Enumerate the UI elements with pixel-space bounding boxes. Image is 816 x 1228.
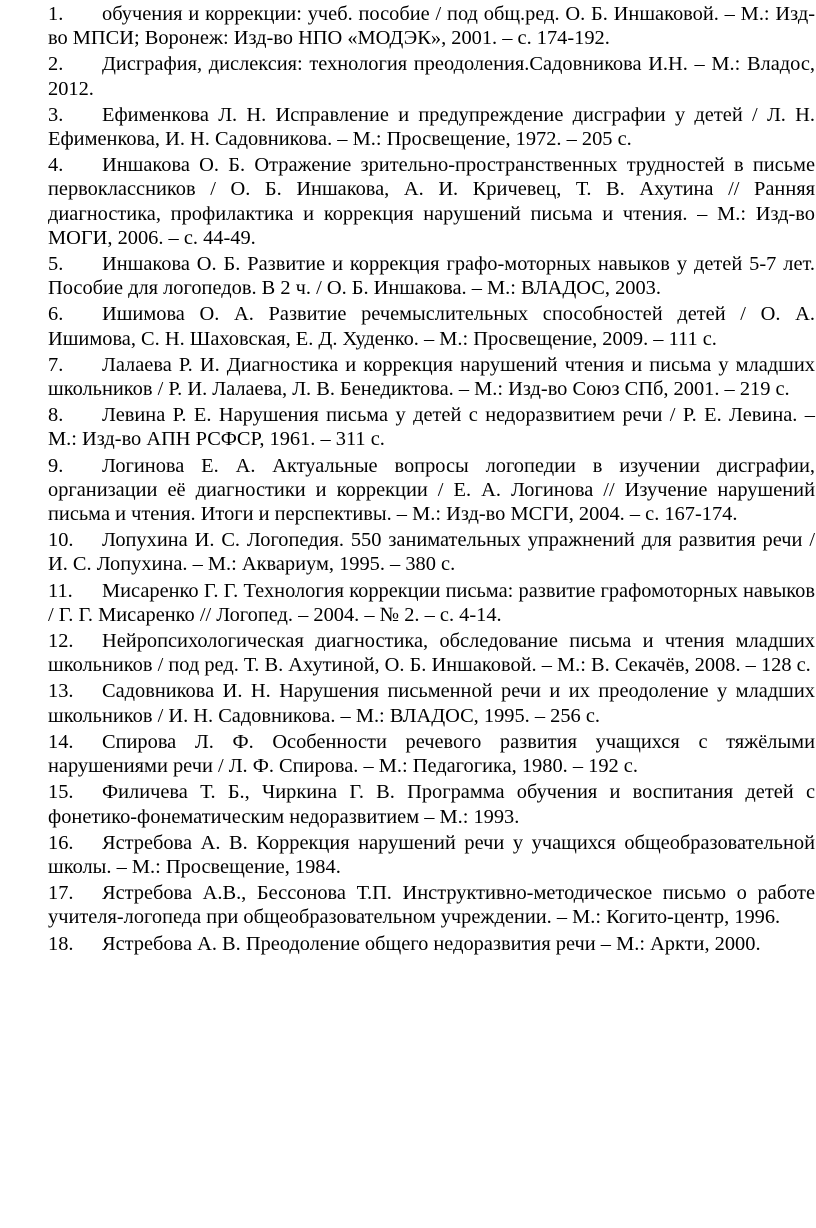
reference-number: 7. xyxy=(48,353,64,376)
reference-item-4 xyxy=(48,153,815,250)
reference-item-16 xyxy=(48,831,815,879)
reference-text: Садовникова И. Н. Нарушения письменной речи и их преодоление у младших школьников / И. Н. Садовникова. – М.: ВЛАДОС, 1995. – 256 с. xyxy=(48,680,815,727)
reference-text: Ишимова О. А. Развитие речемыслительных способностей детей / О. А. Ишимова, С. Н. Шаховская, Е. Д. Худенко. – М.: Просвещение, 2009. – 111 с. xyxy=(48,303,815,350)
reference-text: Филичева Т. Б., Чиркина Г. В. Программа обучения и воспитания детей с фонетико-фонематическим недоразвитием – М.: 1993. xyxy=(48,781,815,828)
reference-text: Лалаева Р. И. Диагностика и коррекция нарушений чтения и письма у младших школьников / Р. И. Лалаева, Л. В. Бенедиктова. – М.: Изд-во Союз СПб, 2001. – 219 с. xyxy=(48,353,815,401)
reference-text: обучения и коррекции: учеб. пособие / под общ.ред. О. Б. Иншаковой. – М.: Изд-во МПСИ; Воронеж: Изд-во НПО «МОДЭК», 2001. – с. 174-192. xyxy=(48,3,815,50)
reference-number: 1. xyxy=(48,3,64,25)
reference-text: Ястребова А. В. Преодоление общего недоразвития речи – М.: Аркти, 2000. xyxy=(102,932,761,955)
reference-text: Иншакова О. Б. Отражение зрительно-пространственных трудностей в письме первоклассников / О. Б. Иншакова, А. И. Кричевец, Т. В. Ахутина // Ранняя диагностика, профилактика и коррекция нарушений письма и чтения. – М.: Изд-во МОГИ, 2006. – с. 44-49. xyxy=(48,154,815,249)
reference-number: 5. xyxy=(48,253,64,276)
reference-item-7 xyxy=(48,353,815,401)
reference-item-8 xyxy=(48,403,815,451)
reference-number: 15. xyxy=(48,781,74,804)
reference-item-18 xyxy=(48,932,815,956)
reference-text: Левина Р. Е. Нарушения письма у детей с недоразвитием речи / Р. Е. Левина. – М.: Изд-во АПН РСФСР, 1961. – 311 с. xyxy=(48,404,815,451)
reference-item-6 xyxy=(48,302,815,350)
reference-number: 14. xyxy=(48,730,74,753)
reference-number: 17. xyxy=(48,882,74,905)
reference-text: Ястребова А.В., Бессонова Т.П. Инструктивно-методическое письмо о работе учителя-логопеда при общеобразовательном учреждении. – М.: Когито-центр, 1996. xyxy=(48,882,815,929)
reference-item-1 xyxy=(48,2,815,50)
reference-number: 6. xyxy=(48,303,64,326)
reference-number: 11. xyxy=(48,579,73,602)
reference-number: 3. xyxy=(48,103,64,126)
reference-item-10 xyxy=(48,528,815,576)
reference-number: 12. xyxy=(48,630,74,653)
reference-item-15 xyxy=(48,780,815,828)
reference-text: Мисаренко Г. Г. Технология коррекции письма: развитие графомоторных навыков / Г. Г. Мисаренко // Логопед. – 2004. – № 2. – с. 4-14. xyxy=(48,579,815,626)
reference-number: 13. xyxy=(48,680,74,703)
reference-number: 10. xyxy=(48,529,74,552)
reference-item-3 xyxy=(48,103,815,151)
reference-number: 18. xyxy=(48,932,74,955)
reference-number: 8. xyxy=(48,404,64,427)
reference-item-11 xyxy=(48,579,815,627)
reference-list xyxy=(48,2,815,958)
reference-item-9 xyxy=(48,454,815,527)
reference-number: 9. xyxy=(48,454,64,477)
reference-item-12 xyxy=(48,629,815,677)
reference-item-14 xyxy=(48,730,815,778)
reference-item-13 xyxy=(48,679,815,727)
reference-text: Логинова Е. А. Актуальные вопросы логопедии в изучении дисграфии, организации её диагностики и коррекции / Е. А. Логинова // Изучение нарушений письма и чтения. Итоги и перспективы. – М.: Изд-во МСГИ, 2004. – с. 167-174. xyxy=(48,454,815,526)
reference-item-5 xyxy=(48,252,815,300)
reference-text: Ястребова А. В. Коррекция нарушений речи у учащихся общеобразовательной школы. – М.: Просвещение, 1984. xyxy=(48,831,815,878)
reference-text: Иншакова О. Б. Развитие и коррекция графо-моторных навыков у детей 5-7 лет. Пособие для логопедов. В 2 ч. / О. Б. Иншакова. – М.: ВЛАДОС, 2003. xyxy=(48,253,815,300)
reference-item-2 xyxy=(48,52,815,100)
reference-text: Ефименкова Л. Н. Исправление и предупреждение дисграфии у детей / Л. Н. Ефименкова, И. Н. Садовникова. – М.: Просвещение, 1972. – 205 с. xyxy=(48,103,815,151)
reference-text: Нейропсихологическая диагностика, обследование письма и чтения младших школьников / под ред. Т. В. Ахутиной, О. Б. Иншаковой. – М.: В. Секачёв, 2008. – 128 с. xyxy=(48,630,815,677)
reference-number: 4. xyxy=(48,154,64,177)
reference-text: Спирова Л. Ф. Особенности речевого развития учащихся с тяжёлыми нарушениями речи / Л. Ф. Спирова. – М.: Педагогика, 1980. – 192 с. xyxy=(48,730,815,778)
reference-number: 16. xyxy=(48,831,74,854)
reference-text: Лопухина И. С. Логопедия. 550 занимательных упражнений для развития речи / И. С. Лопухина. – М.: Аквариум, 1995. – 380 с. xyxy=(48,529,815,576)
reference-number: 2. xyxy=(48,53,64,76)
reference-item-17 xyxy=(48,881,815,929)
reference-text: Дисграфия, дислексия: технология преодоления.Садовникова И.Н. – М.: Владос, 2012. xyxy=(48,53,815,100)
